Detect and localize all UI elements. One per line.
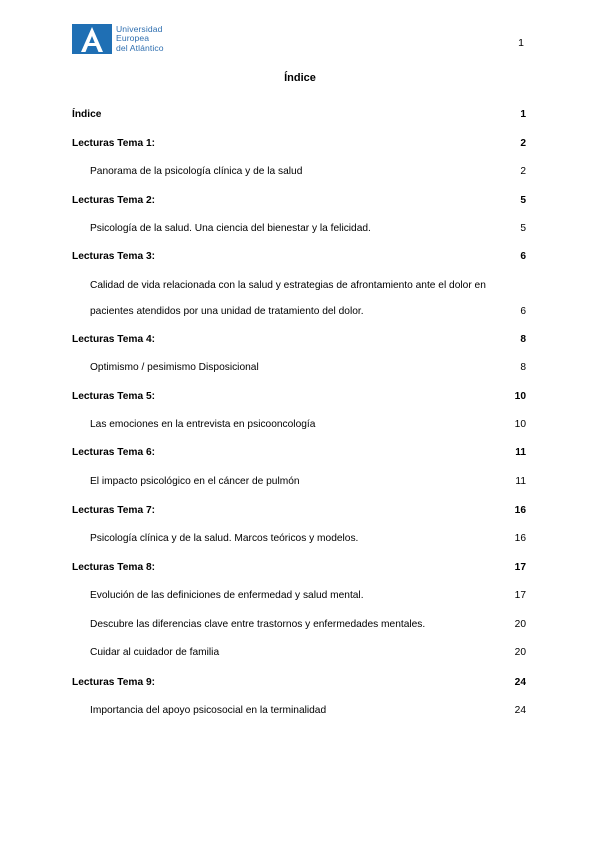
toc-entry-page: 17 [514, 562, 526, 573]
toc-entry-page: 16 [514, 505, 526, 516]
toc-entry-label: Las emociones en la entrevista en psicooncología [90, 419, 316, 430]
toc-entry-page: 10 [514, 391, 526, 402]
toc-entry-label: Lecturas Tema 4: [72, 334, 156, 345]
toc-entry-label: Psicología de la salud. Una ciencia del bienestar y la felicidad. [90, 223, 371, 234]
logo-line-1: Universidad [116, 23, 163, 34]
toc-entry-page: 5 [520, 223, 526, 234]
page-number: 1 [518, 37, 524, 49]
logo-line-3: del Atlántico [116, 42, 164, 53]
toc-entry-page: 8 [520, 362, 526, 373]
toc-entry-label: Lecturas Tema 7: [72, 505, 156, 516]
toc-entry-label: Cuidar al cuidador de familia [90, 647, 220, 658]
toc-entry-label: El impacto psicológico en el cáncer de pulmón [90, 476, 300, 487]
toc-entry-label: Lecturas Tema 8: [72, 562, 156, 573]
toc-entry-label: Psicología clínica y de la salud. Marcos teóricos y modelos. [90, 533, 359, 544]
toc-entry-label: Importancia del apoyo psicosocial en la terminalidad [90, 705, 327, 716]
logo-text [116, 25, 164, 53]
toc-entry-page: 10 [514, 419, 526, 430]
toc-entry-page: 24 [514, 677, 526, 688]
toc-entry-label: Índice [72, 109, 102, 120]
toc-entry-page: 16 [514, 533, 526, 544]
toc-entry-page: 6 [520, 306, 526, 317]
toc-entry-page: 6 [520, 251, 526, 262]
toc-entry-page: 11 [515, 447, 526, 458]
toc-entry-page: 11 [515, 476, 526, 487]
toc-entry-page: 2 [520, 138, 526, 149]
toc-entry-page: 17 [514, 590, 526, 601]
toc-entry-label: Lecturas Tema 1: [72, 138, 156, 149]
toc-entry-label: pacientes atendidos por una unidad de tratamiento del dolor. [90, 306, 364, 317]
toc-entry-page: 8 [520, 334, 526, 345]
toc-entry-page: 2 [520, 166, 526, 177]
toc-entry-label: Lecturas Tema 2: [72, 195, 156, 206]
toc-entry-page: 1 [520, 109, 526, 120]
toc-entry-label: Lecturas Tema 9: [72, 677, 156, 688]
toc-entry-label: Lecturas Tema 5: [72, 391, 156, 402]
toc-entry-label: Lecturas Tema 3: [72, 251, 156, 262]
logo-line-2: Europea [116, 33, 150, 44]
toc-entry-page: 20 [514, 647, 526, 658]
toc-entry-page: 24 [514, 705, 526, 716]
toc-entry-label: Evolución de las definiciones de enfermedad y salud mental. [90, 590, 364, 601]
toc-entry-label: Calidad de vida relacionada con la salud y estrategias de afrontamiento ante el dolor en [90, 280, 486, 291]
page-title: Índice [284, 72, 316, 84]
toc-entry-label: Descubre las diferencias clave entre trastornos y enfermedades mentales. [90, 619, 426, 630]
logo-a-icon [72, 24, 112, 54]
page-header [72, 24, 528, 56]
university-logo [72, 24, 164, 54]
toc-entry-label: Optimismo / pesimismo Disposicional [90, 362, 259, 373]
toc-entry-page: 20 [514, 619, 526, 630]
toc-entry-label: Lecturas Tema 6: [72, 447, 156, 458]
toc-entry-page: 5 [520, 195, 526, 206]
toc-entry-label: Panorama de la psicología clínica y de la salud [90, 166, 303, 177]
